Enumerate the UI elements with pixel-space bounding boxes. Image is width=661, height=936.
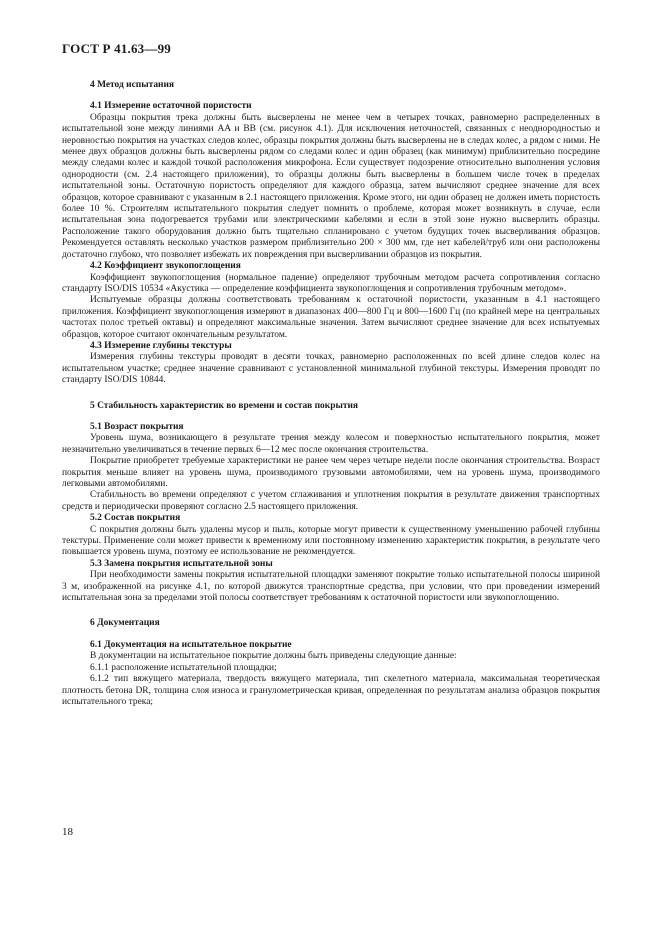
section-6-title: 6 Документация xyxy=(90,618,160,629)
standard-header: ГОСТ Р 41.63—99 xyxy=(62,41,171,56)
section-4-1-title: 4.1 Измерение остаточной пористости xyxy=(90,101,252,112)
section-5-3-title: 5.3 Замена покрытия испытательной зоны xyxy=(90,558,273,569)
section-4-title: 4 Метод испытания xyxy=(90,80,175,90)
paragraph: При необходимости замены покрытия испытательной площадки заменяют покрытие только испытательной полосы шириной 3 м, изображенной на рисунке 4.1, по которой движутся транспортные средства, при условии, что при проведении измерений испытательная зона за пределами этой полосы соответствует требованиям к остаточной пористости или звукопоглощению. xyxy=(62,570,600,604)
paragraph: С покрытия должны быть удалены мусор и пыль, которые могут привести к существенному уменьшению рабочей глубины текстуры. Применение соли может привести к временному или постоянному изменению характеристик покрытия, в результате чего повышается уровень шума, поэтому ее использование не рекомендуется. xyxy=(62,524,600,558)
paragraph: Стабильность во времени определяют с учетом сглаживания и уплотнения покрытия в результате движения транспортных средств и периодически проверяют согласно 2.5 настоящего приложения. xyxy=(62,490,600,512)
section-6-1-title: 6.1 Документация на испытательное покрытие xyxy=(90,639,292,650)
page-number: 18 xyxy=(62,826,73,838)
section-5-title: 5 Стабильность характеристик во времени и состав покрытия xyxy=(90,400,359,411)
paragraph: Коэффициент звукопоглощения (нормальное падение) определяют трубочным методом расчета сопротивления согласно стандарту ISO/DIS 10534 «Акустика — определение коэффициента звукопоглощения и сопротивления трубочным методом». xyxy=(62,272,600,294)
paragraph: Измерения глубины текстуры проводят в десяти точках, равномерно расположенных по всей длине следов колес на испытательном участке; среднее значение сравнивают с установленной минимальной глубиной текстуры. Измерения проводят по стандарту ISO/DIS 10844. xyxy=(62,352,600,386)
section-4-3-title: 4.3 Измерение глубины текстуры xyxy=(90,340,232,351)
paragraph: Испытуемые образцы должны соответствовать требованиям к остаточной пористости, указанным в 4.1 настоящего приложения. Коэффициент звукопоглощения измеряют в диапазонах 400—800 Гц и 800—1600 Гц (по крайней мере на центральных частотах полос третьей октавы) и определяют максимальные значения. Затем вычисляют среднее значение для всех испытуемых образцов, которое считают окончательным результатом. xyxy=(62,295,600,340)
document-body xyxy=(62,66,600,708)
section-5-1-title: 5.1 Возраст покрытия xyxy=(90,421,184,432)
paragraph: 6.1.2 тип вяжущего материала, твердость вяжущего материала, тип скелетного материала, максимальная теоретическая плотность бетона DR, толщина слоя износа и гранулометрическая кривая, определенная по результатам анализа образцов покрытия испытательного трека; xyxy=(62,674,600,707)
paragraph: Покрытие приобретет требуемые характеристики не ранее чем через четыре недели после окончания строительства. Возраст покрытия меньше влияет на уровень шума, производимого грузовыми автомобилями, чем на уровень шума, производимого легковыми автомобилями. xyxy=(62,456,600,489)
paragraph: Уровень шума, возникающего в результате трения между колесом и поверхностью испытательного покрытия, может незначительно увеличиваться в течение первых 6—12 мес после окончания строительства. xyxy=(62,433,600,455)
section-5-2-title: 5.2 Состав покрытия xyxy=(90,513,181,524)
paragraph: 6.1.1 расположение испытательной площадки; xyxy=(90,662,277,673)
paragraph: В документации на испытательное покрытие должны быть приведены следующие данные: xyxy=(90,651,457,662)
section-4-2-title: 4.2 Коэффициент звукопоглощения xyxy=(90,261,241,272)
paragraph: Образцы покрытия трека должны быть высверлены не менее чем в четырех точках, равномерно распределенных в испытательной зоне между линиями AA и BB (см. рисунок 4.1). Для исключения неточностей, связанных с неоднородностью и неровностью покрытия на участках следов колес, образцы покрытия должны быть высверлены не в следах колес, а рядом с ними. Не менее двух образцов должны быть высверлены рядом со следами колес и один образец (как минимум) приблизительно посредине между следами колес и каждой точкой расположения микрофона. Если существует подозрение относительно выполнения условия однородности (см. 2.4 настоящего приложения), то образцы должны быть высверлены в большем числе точек в пределах испытательной зоны. Остаточную пористость определяют для каждого образца, затем вычисляют среднее значение для всех образцов, которое сравнивают с указанным в 2.1 настоящего приложения. Кроме этого, ни один образец не должен иметь пористость более 10 %. Строителям испытательного покрытия следует помнить о проблеме, которая может возникнуть в случае, если испытательная зона подогревается трубами или электрическими кабелями и если в этой зоне нужно высверлить образцы. Расположение такого оборудования должно быть тщательно спланировано с учетом будущих точек высверливания образцов. Рекомендуется оставлять несколько участков размером приблизительно 200 × 300 мм, где нет кабелей/труб или они расположены достаточно глубоко, что позволяет избежать их повреждения при высверливании образцов из покрытия. xyxy=(62,112,600,260)
